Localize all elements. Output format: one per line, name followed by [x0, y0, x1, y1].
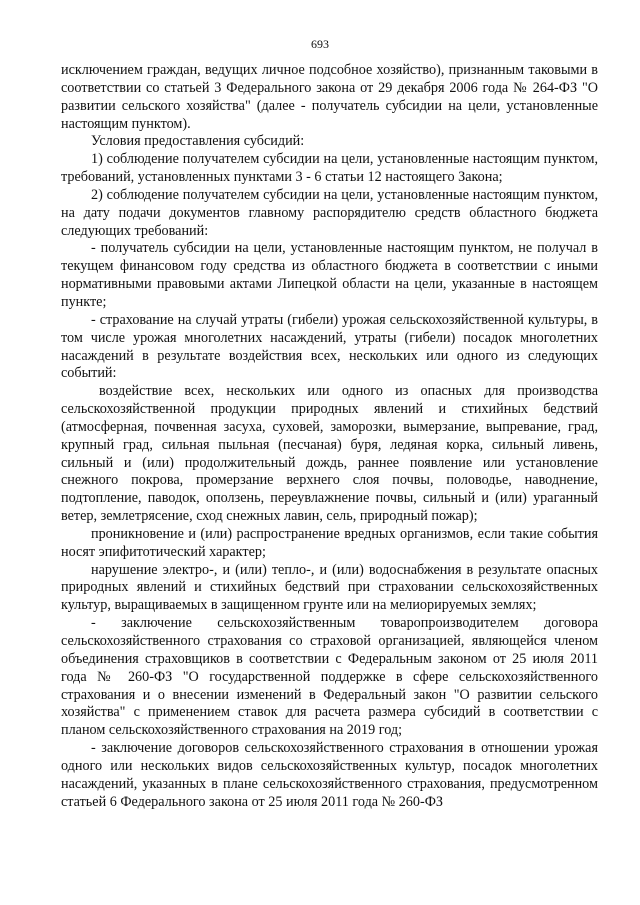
paragraph-conditions-heading: Условия предоставления субсидий: [91, 133, 305, 150]
paragraph-requirement-insurance: - страхование на случай утраты (гибели) урожая сельскохозяйственной культуры, в том числе урожая многолетних насаждений, утраты (гибели) посадок многолетних насаждений в результате воздействия всех, нескольких или одного из следующих событий: [61, 311, 598, 382]
paragraph-condition-2: 2) соблюдение получателем субсидии на цели, установленные настоящим пунктом, на дату подачи документов главному распорядителю средств областного бюджета следующих требований: [61, 186, 598, 239]
paragraph-condition-1: 1) соблюдение получателем субсидии на цели, установленные настоящим пунктом, требований, установленных пунктами 3 - 6 статьи 12 настоящего Закона; [61, 151, 598, 186]
paragraph-insurance-crops: - заключение договоров сельскохозяйственного страхования в отношении урожая одного или нескольких видов сельскохозяйственных культур, посадок многолетних насаждений, указанных в плане сельскохозяйственного страхования, предусмотренном статьей 6 Федерального закона от 25 июля 2011 года № 260-ФЗ [61, 740, 598, 810]
paragraph-natural-events: воздействие всех, нескольких или одного из опасных для производства сельскохозяйственной продукции природных явлений и стихийных бедствий (атмосферная, почвенная засуха, суховей, заморозки, вымерзание, выпревание, град, крупный град, сильная пыльная (песчаная) буря, ледяная корка, сильный ливень, сильный и (или) продолжительный дождь, раннее появление или установление снежного покрова, промерзание верхнего слоя почвы, половодье, наводнение, подтопление, паводок, оползень, переувлажнение почвы, сильный и (или) ураганный ветер, землетрясение, сход снежных лавин, сель, природный пожар); [61, 383, 598, 525]
paragraph-pests: проникновение и (или) распространение вредных организмов, если такие события носят эпифитотический характер; [61, 525, 598, 560]
paragraph-insurance-contract: - заключение сельскохозяйственным товаропроизводителем договора сельскохозяйственного страхования со страховой организацией, являющейся членом объединения страховщиков в соответствии с Федеральным законом от 25 июля 2011 года № 260-ФЗ "О государственной поддержке в сфере сельскохозяйственного страхования и о внесении изменений в Федеральный закон "О развитии сельского хозяйства" с применением ставок для расчета размера субсидий в соответствии с планом сельскохозяйственного страхования на 2019 год; [61, 615, 598, 739]
paragraph-continuation: исключением граждан, ведущих личное подсобное хозяйство), признанным таковыми в соответствии со статьей 3 Федерального закона от 29 декабря 2006 года № 264-ФЗ "О развитии сельского хозяйства" (далее - получатель субсидии на цели, установленные настоящим пунктом). [61, 62, 598, 132]
page-number: 693 [311, 37, 329, 51]
document-body [61, 62, 598, 811]
paragraph-utilities: нарушение электро-, и (или) тепло-, и (или) водоснабжения в результате опасных природных явлений и стихийных бедствий при страховании сельскохозяйственных культур, выращиваемых в защищенном грунте или на мелиорируемых землях; [61, 561, 598, 614]
paragraph-requirement-no-funds: - получатель субсидии на цели, установленные настоящим пунктом, не получал в текущем финансовом году средства из областного бюджета в соответствии с иными нормативными правовыми актами Липецкой области на цели, указанные в настоящем пункте; [61, 240, 598, 310]
